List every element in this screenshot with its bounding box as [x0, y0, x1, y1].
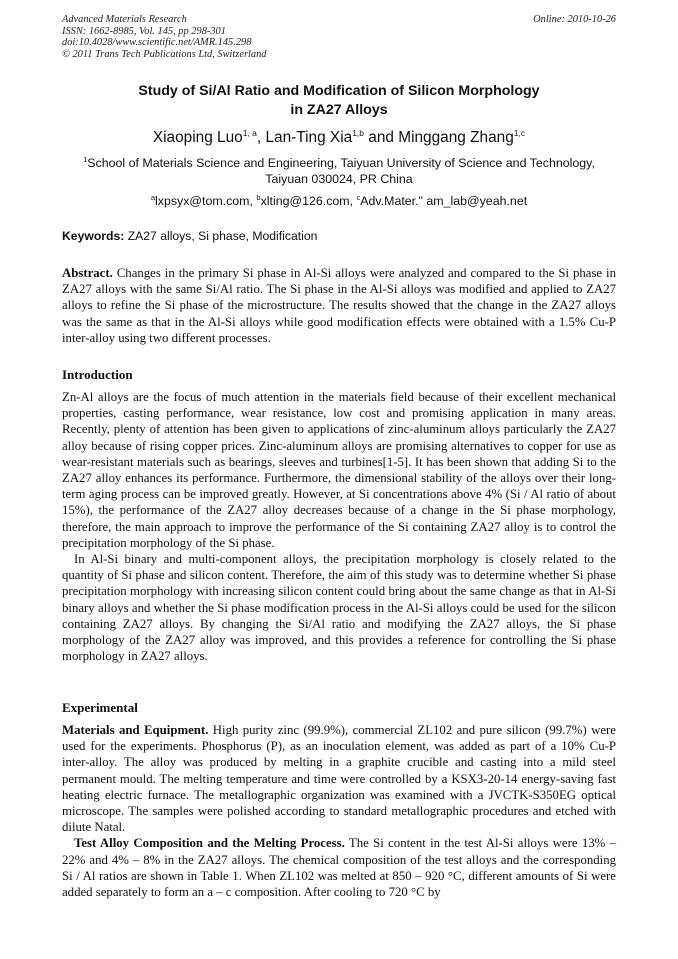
- email-mark: b: [256, 192, 261, 202]
- keywords-label: Keywords:: [62, 229, 125, 243]
- introduction-body: [62, 389, 616, 664]
- exp-p2-label: Test Alloy Composition and the Melting Process.: [74, 836, 345, 851]
- author-affil-mark: 1,b: [352, 127, 365, 138]
- issn-line: ISSN: 1662-8985, Vol. 145, pp 298-301: [62, 25, 226, 37]
- intro-paragraph-1: Zn-Al alloys are the focus of much attention in the materials field because of their excellent mechanical properties, casting performance, wear resistance, low cost and promising application in many areas. Recently, plenty of attention has been given to applications of zinc-aluminum alloys particularly the ZA27 alloy because of rising copper prices. Zinc-aluminum alloys are promising alternatives to copper for use as wear-resistant materials such as bearings, sleeves and turbines[1-5]. It has been shown that adding Si to the ZA27 alloy enhances its performance. Furthermore, the dimensional stability of the alloys over their long-term aging process can be improved greatly. However, at Si concentrations above 4% (Si / Al ratio of about 15%), the performance of the ZA27 alloy decreases because of a change in the Si phase morphology, therefore, the main approach to improve the performance of the Si containing ZA27 alloy is to control the precipitation morphology of the Si phase.: [62, 390, 616, 550]
- online-date: Online: 2010-10-26: [533, 14, 616, 25]
- journal-name: Advanced Materials Research: [62, 14, 187, 25]
- author-list: [62, 129, 616, 147]
- paper-title: [62, 82, 616, 120]
- author-name: Lan-Ting Xia: [265, 129, 353, 146]
- affiliation: [62, 155, 616, 187]
- abstract-text: Changes in the primary Si phase in Al-Si alloys were analyzed and compared to the Si phase in ZA27 alloys with the same Si/Al ratio. The Si phase in the Al-Si alloys was modified and applied to ZA27 alloys to refine the Si phase of the microstructure. The results showed that the change in the ZA27 alloys was the same as that in the Al-Si alloys while good modification effects were obtained with a 1.5% Cu-P inter-alloy using two different processes.: [62, 266, 616, 345]
- affil-line-1: School of Materials Science and Engineering, Taiyuan University of Science and Technology,: [87, 156, 595, 170]
- author-name: Minggang Zhang: [398, 129, 514, 146]
- intro-paragraph-2: In Al-Si binary and multi-component alloys, the precipitation morphology is closely related to the quantity of Si phase and silicon content. Therefore, the aim of this study was to determine whether Si phase precipitation morphology with increasing silicon content could bring about the same change as that in Al-Si binary alloys and whether the Si phase modification process in the Al-Si alloys could be used for the silicon containing ZA27 alloys. By changing the Si/Al ratio and modifying the ZA27 alloys, the Si phase morphology of the ZA27 alloy was improved, and this provides a reference for controlling the Si phase morphology in ZA27 alloys.: [62, 552, 616, 664]
- exp-p1-text: High purity zinc (99.9%), commercial ZL102 and pure silicon (99.7%) were used for the experiments. Phosphorus (P), as an inoculation element, was added as part of a 10% Cu-P inter-alloy. The alloy was produced by melting in a graphite crucible and casting into a mild steel permanent mould. The melting temperature and time were controlled by a KSX3-20-14 energy-saving fast heating electric furnace. The metallographic organization was examined with a JVCTK-S350EG optical microscope. The samples were polished according to standard metallographic procedures and etched with dilute Natal.: [62, 723, 616, 835]
- author-separator: ,: [256, 129, 266, 146]
- title-line-1: Study of Si/Al Ratio and Modification of Silicon Morphology: [138, 83, 540, 99]
- email-c: Adv.Mater." am_lab@yeah.net: [360, 194, 528, 208]
- copyright-line: © 2011 Trans Tech Publications Ltd, Switzerland: [62, 48, 267, 60]
- exp-paragraph-2: [62, 835, 616, 900]
- keywords-text: ZA27 alloys, Si phase, Modification: [124, 229, 318, 243]
- abstract: [62, 265, 616, 346]
- experimental-heading: Experimental: [62, 700, 138, 715]
- email-a: lxpsyx@tom.com,: [155, 194, 257, 208]
- exp-p2-text: The Si content in the test Al-Si alloys were 13% – 22% and 4% – 8% in the ZA27 alloys. The chemical composition of the test alloys and the corresponding Si / Al ratios are shown in Table 1. When ZL102 was melted at 850 – 920 °C, different amounts of Si were added separately to form an a – c composition. After cooling to 720 °C by: [62, 836, 616, 900]
- keywords: [62, 228, 616, 244]
- journal-header: [62, 14, 616, 60]
- abstract-label: Abstract.: [62, 266, 113, 280]
- introduction-heading: Introduction: [62, 367, 133, 382]
- author-affil-mark: 1, a: [242, 127, 257, 138]
- email-b: xlting@126.com,: [260, 194, 357, 208]
- exp-p1-label: Materials and Equipment.: [62, 723, 209, 737]
- author-name: Xiaoping Luo: [152, 129, 243, 146]
- affil-mark: 1: [83, 154, 88, 164]
- doi-line: doi:10.4028/www.scientific.net/AMR.145.298: [62, 37, 252, 49]
- affil-line-2: Taiyuan 030024, PR China: [265, 172, 413, 186]
- email-mark: a: [150, 192, 155, 202]
- experimental-body: [62, 722, 616, 900]
- email-mark: c: [356, 192, 361, 202]
- exp-paragraph-1: [62, 722, 616, 835]
- title-line-2: in ZA27 Alloys: [290, 102, 388, 118]
- author-affil-mark: 1,c: [513, 127, 526, 138]
- email-list: [62, 193, 616, 209]
- author-separator: and: [364, 129, 399, 146]
